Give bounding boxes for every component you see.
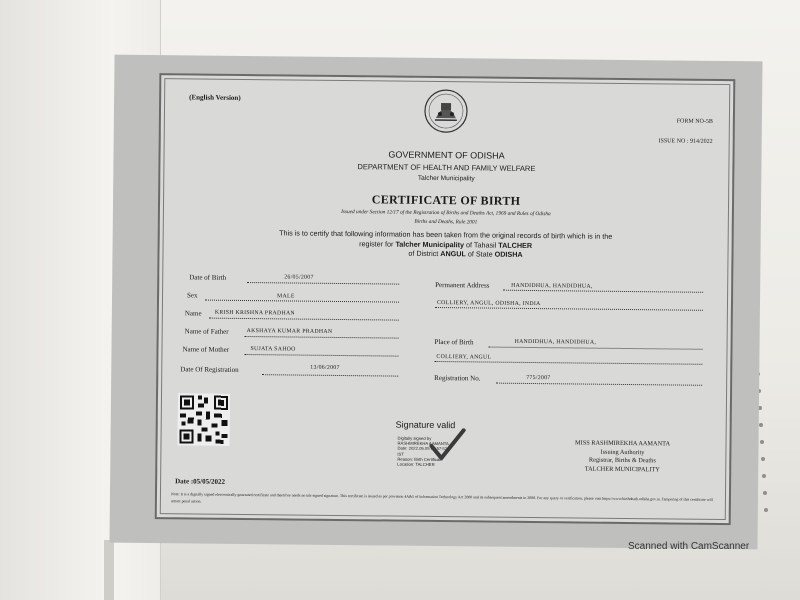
issue-number: ISSUE NO : 914/2022: [658, 138, 713, 145]
registration-date-underline: [262, 374, 398, 376]
registrar-name: MISS RASHMIREKHA AAMANTA: [574, 439, 671, 448]
mother-value: SUJATA SAHOO: [250, 346, 296, 353]
municipality-name: Talcher Municipality: [417, 174, 475, 183]
government-name: GOVERNMENT OF ODISHA: [388, 149, 505, 161]
name-value: KRISH KRISHNA PRADHAN: [214, 309, 295, 317]
dob-underline: [247, 282, 399, 285]
place-of-birth-underline-2: [434, 361, 702, 365]
permanent-address-underline-2: [435, 307, 703, 311]
signature-valid-label: Signature valid: [395, 419, 456, 431]
sex-underline: [205, 300, 399, 303]
permanent-address-underline-1: [503, 290, 703, 293]
place-of-birth-label: Place of Birth: [434, 337, 474, 347]
dob-label: Date of Birth: [189, 273, 227, 282]
sex-label: Sex: [187, 291, 198, 300]
sex-value: MALE: [277, 293, 295, 300]
father-label: Name of Father: [184, 327, 229, 336]
digital-signature-details: Digitally signed by RASHMIREKHA AAMANTA Date: 2022.05.05 07:57:52 IST Reason: Birth Certificate Location: TALCHER: [397, 435, 449, 468]
certificate-note: Note: It is a digitally signed electronically generated certificate and therefore needs no ink-signed signature. This certificate is issued as per provision 4A&5 of Information Technology Act 2000 and its subsequent amendments in 2008. For any query or verification, please visit https://www.birthdeath.odisha.gov.in. Tampering of this certificate will attract penal action.: [170, 492, 713, 504]
mother-label: Name of Mother: [182, 345, 230, 354]
name-label: Name: [184, 309, 202, 318]
mother-underline: [244, 354, 398, 357]
place-of-birth-line-2: COLLIERY, ANGUL: [436, 354, 492, 361]
registration-number-underline: [496, 383, 702, 386]
scanned-sheet: [109, 55, 762, 550]
permanent-address-label: Permanent Address: [435, 280, 490, 290]
form-number: FORM NO-5B: [676, 118, 713, 125]
registration-date-value: 13/06/2007: [310, 364, 340, 371]
check-mark-icon: [427, 428, 467, 467]
permanent-address-line-2: COLLIERY, ANGUL, ODISHA, INDIA: [436, 300, 541, 308]
permanent-address-line-1: HANDIDHUA, HANDIDHUA,: [511, 282, 593, 290]
qr-code-icon: [177, 393, 230, 446]
registration-number-value: 775/2007: [526, 374, 551, 382]
place-of-birth-underline-1: [489, 347, 703, 350]
dob-value: 26/05/2007: [284, 274, 314, 281]
camscanner-watermark: Scanned with CamScanner: [628, 541, 750, 552]
father-value: AKSHAYA KUMAR PRADHAN: [246, 328, 333, 335]
birth-certificate: [155, 73, 736, 525]
version-label: (English Version): [189, 93, 241, 102]
issued-under: Issued under Section 12/17 of the Registration of Births and Deaths Act, 1969 and Rules of Odisha Births and Deaths, Rule 2001: [341, 209, 551, 226]
department-name: DEPARTMENT OF HEALTH AND FAMILY WELFARE: [357, 162, 536, 174]
registration-number-label: Registration No.: [434, 373, 481, 383]
certificate-title: CERTIFICATE OF BIRTH: [371, 192, 521, 208]
registration-date-label: Date Of Registration: [180, 365, 239, 374]
place-of-birth-line-1: HANDIDHUA, HANDIDHUA,: [514, 338, 597, 346]
name-underline: [209, 318, 399, 321]
father-underline: [245, 336, 399, 339]
issue-date: Date :05/05/2022: [175, 477, 226, 486]
issuing-authority: MISS RASHMIREKHA AAMANTA Issuing Authority Registrar, Births & Deaths TALCHER MUNICIPALITY: [527, 439, 717, 475]
certify-statement: This is to certify that following information has been taken from the original records of birth which is in the register for Talcher Municipality of Tahasil TALCHER of District ANGUL of State ODISHA: [279, 228, 613, 259]
binder-shadow: [104, 540, 114, 600]
state-emblem-icon: [423, 88, 469, 134]
